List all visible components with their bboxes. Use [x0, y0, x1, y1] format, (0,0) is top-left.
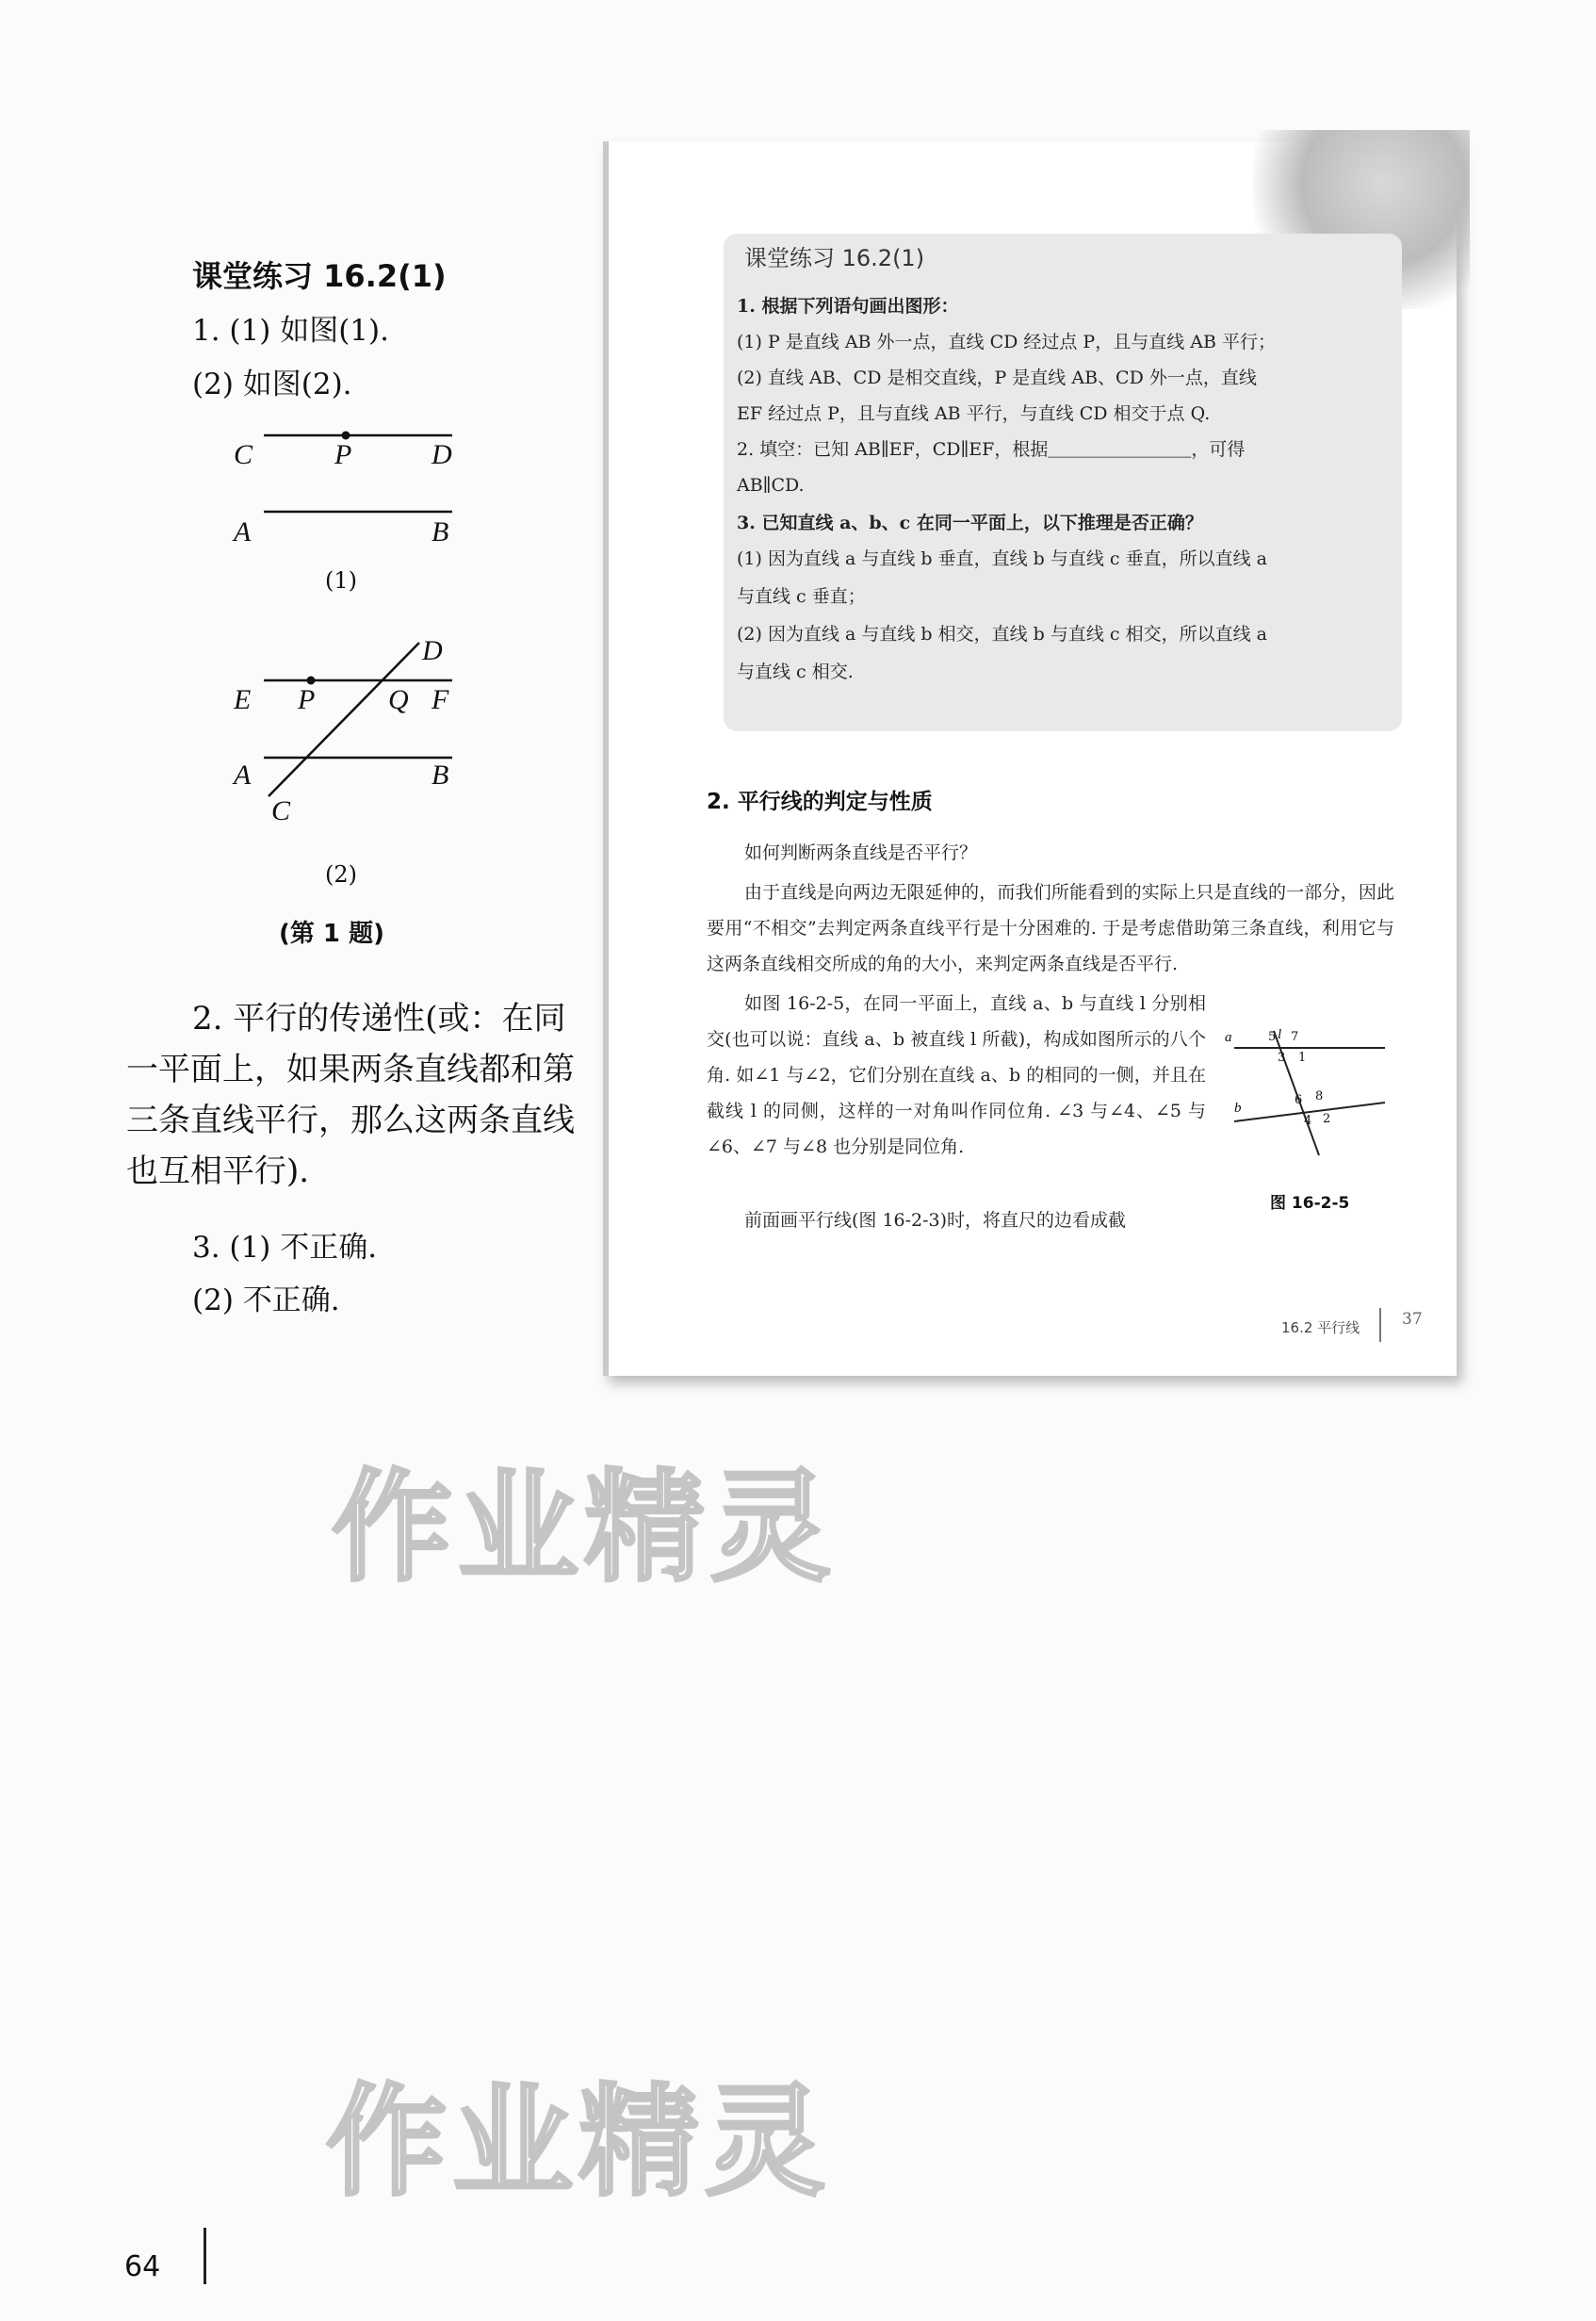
watermark-top: 作业精灵	[332, 1458, 838, 1598]
footer-divider	[1379, 1308, 1381, 1342]
exercise-1-2b: EF 经过点 P，且与直线 AB 平行，与直线 CD 相交于点 Q.	[737, 403, 1211, 424]
figure-16-2-5	[1215, 1027, 1394, 1169]
fig2-label-a: A	[234, 760, 252, 791]
exercise-3-1b: 与直线 c 垂直；	[737, 586, 866, 607]
fig2-caption: (2)	[325, 861, 357, 888]
fig1-label-c: C	[234, 439, 253, 470]
exercise-2b: AB∥CD.	[737, 475, 805, 496]
fig2-label-b: B	[432, 760, 449, 791]
answer-2: 2. 平行的传递性(或：在同一平面上，如果两条直线都和第三条直线平行，那么这两条直线也互相平行).	[126, 1000, 575, 1190]
exercise-3: 3. 已知直线 a、b、c 在同一平面上，以下推理是否正确？	[737, 513, 1203, 533]
answers-title: 课堂练习 16.2(1)	[192, 258, 447, 294]
angle-2: 2	[1323, 1112, 1331, 1126]
fig1-label-b: B	[432, 516, 449, 548]
fig1-caption: (1)	[325, 567, 357, 594]
paragraph-intro: 由于直线是向两边无限延伸的，而我们所能看到的实际上只是直线的一部分，因此要用“不相交”去判定两条直线平行是十分困难的. 于是考虑借助第三条直线，利用它与这两条直线相交所成的角的大小，来判定两条直线是否平行.	[707, 882, 1394, 974]
footer-section: 16.2 平行线	[1281, 1319, 1360, 1336]
angle-4: 4	[1304, 1114, 1312, 1128]
fig2-label-c: C	[271, 795, 291, 826]
exercise-3-2b: 与直线 c 相交.	[737, 662, 854, 682]
fig-label-a: a	[1225, 1030, 1232, 1045]
fig2-label-e: E	[234, 684, 252, 715]
angle-5: 5	[1268, 1030, 1277, 1044]
watermark-bottom: 作业精灵	[326, 2072, 832, 2213]
angle-1: 1	[1298, 1051, 1307, 1065]
fig1-label-a: A	[234, 516, 252, 548]
fig1-label-p: P	[334, 439, 352, 470]
figure-caption: 图 16-2-5	[1270, 1194, 1350, 1213]
angle-3: 3	[1278, 1051, 1286, 1065]
angle-8: 8	[1315, 1089, 1324, 1103]
angle-6: 6	[1295, 1093, 1303, 1107]
paragraph-corresponding-angles: 如图 16-2-5，在同一平面上，直线 a、b 与直线 l 分别相交(也可以说：直线 a、b 被直线 l 所截)，构成如图所示的八个角. 如∠1 与∠2，它们分别在直线 a、b 的相同的一侧，并且在截线 l 的同侧，这样的一对角叫作同位角. ∠3 与∠4、∠5 与∠6、∠7 与∠8 也分别是同位角.	[707, 993, 1206, 1157]
exercise-3-2a: (2) 因为直线 a 与直线 b 相交，直线 b 与直线 c 相交，所以直线 a	[737, 624, 1267, 645]
figures-caption: (第 1 题)	[279, 920, 384, 948]
exercise-3-1a: (1) 因为直线 a 与直线 b 垂直，直线 b 与直线 c 垂直，所以直线 a	[737, 548, 1267, 569]
exercise-1-2a: (2) 直线 AB、CD 是相交直线，P 是直线 AB、CD 外一点，直线	[737, 368, 1257, 388]
answer-1-1: 1. (1) 如图(1).	[192, 314, 389, 348]
fig2-label-q: Q	[388, 684, 409, 715]
section-title: 2. 平行线的判定与性质	[707, 790, 933, 814]
answer-3-2: (2) 不正确.	[192, 1283, 340, 1317]
exercise-box-title: 课堂练习 16.2(1)	[744, 245, 925, 271]
fig-label-l: l	[1278, 1027, 1282, 1042]
fig1-label-d: D	[432, 439, 452, 470]
page-number-bar	[204, 2228, 206, 2284]
exercise-2a: 2. 填空：已知 AB∥EF，CD∥EF，根据＿＿＿＿＿＿＿＿，可得	[737, 439, 1246, 460]
paragraph-question: 如何判断两条直线是否平行？	[744, 842, 978, 863]
answer-1-2: (2) 如图(2).	[192, 368, 352, 401]
page-number: 64	[124, 2250, 161, 2283]
answer-3-1: 3. (1) 不正确.	[192, 1231, 378, 1265]
footer-page-number: 37	[1402, 1310, 1423, 1329]
angle-7: 7	[1291, 1030, 1299, 1044]
paragraph-continue: 前面画平行线(图 16-2-3)时，将直尺的边看成截	[744, 1210, 1127, 1231]
exercise-1: 1. 根据下列语句画出图形：	[737, 296, 959, 317]
fig2-label-p: P	[298, 684, 316, 715]
exercise-1-1: (1) P 是直线 AB 外一点，直线 CD 经过点 P，且与直线 AB 平行；	[737, 332, 1276, 352]
fig2-label-f: F	[432, 684, 449, 715]
fig2-label-d: D	[422, 635, 443, 666]
fig-label-b: b	[1234, 1101, 1242, 1116]
line-cd	[269, 643, 419, 796]
